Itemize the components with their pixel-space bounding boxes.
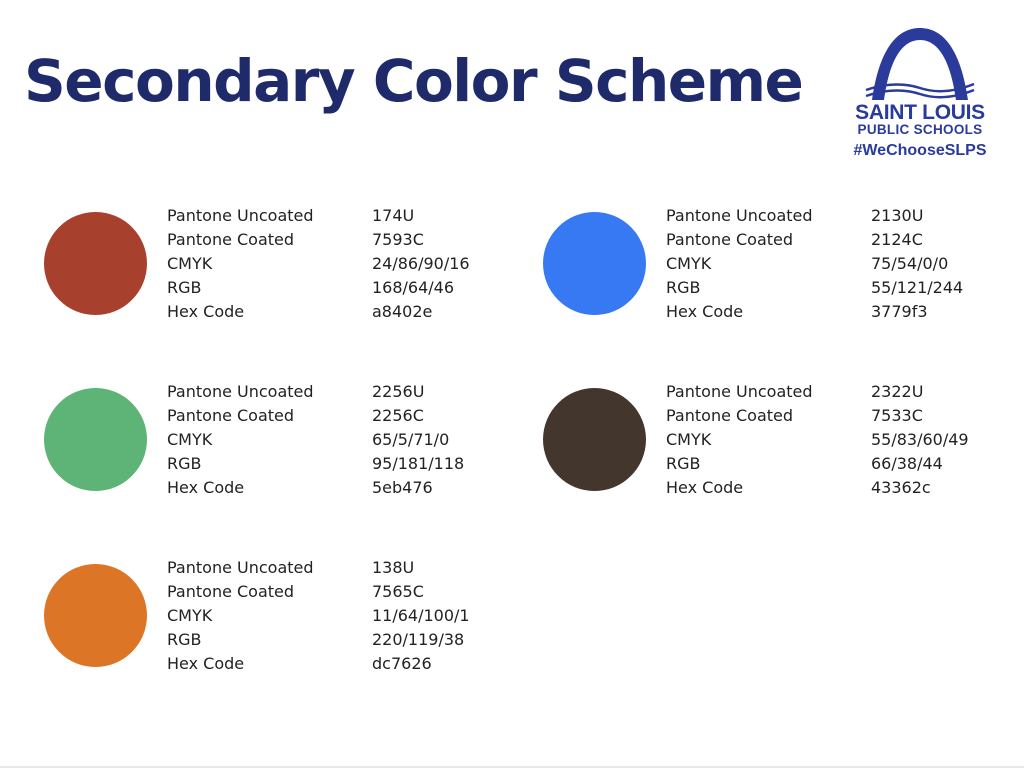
spec-row-coated <box>167 580 470 604</box>
spec-label: Pantone Uncoated <box>167 558 314 577</box>
spec-value: a8402e <box>372 302 433 321</box>
color-specs <box>167 204 470 324</box>
spec-value: 2322U <box>871 382 924 401</box>
spec-value: 2130U <box>871 206 924 225</box>
spec-value: 168/64/46 <box>372 278 455 297</box>
spec-row-cmyk <box>167 604 470 628</box>
spec-row-coated <box>167 228 470 252</box>
color-swatch-circle <box>44 564 147 667</box>
spec-row-hex <box>167 300 470 324</box>
spec-label: Pantone Coated <box>167 406 295 425</box>
spec-label: Pantone Uncoated <box>167 206 314 225</box>
swatch-block <box>44 206 504 332</box>
spec-label: RGB <box>167 454 202 473</box>
spec-row-hex <box>666 476 969 500</box>
spec-value: 174U <box>372 206 415 225</box>
spec-row-rgb <box>666 452 969 476</box>
spec-row-cmyk <box>666 428 969 452</box>
spec-value: 55/83/60/49 <box>871 430 969 449</box>
spec-row-coated <box>666 228 963 252</box>
spec-row-rgb <box>167 452 464 476</box>
spec-value: 7593C <box>372 230 424 249</box>
logo-name: SAINT LOUIS <box>855 101 985 124</box>
color-specs <box>666 380 969 500</box>
spec-value: dc7626 <box>372 654 432 673</box>
spec-row-hex <box>666 300 963 324</box>
spec-row-hex <box>167 476 464 500</box>
spec-value: 5eb476 <box>372 478 433 497</box>
spec-label: Hex Code <box>666 478 744 497</box>
spec-label: CMYK <box>666 430 712 449</box>
logo-hashtag: #WeChooseSLPS <box>853 142 987 159</box>
color-swatch-circle <box>543 212 646 315</box>
spec-label: RGB <box>666 454 701 473</box>
color-specs <box>167 380 464 500</box>
spec-row-cmyk <box>167 252 470 276</box>
logo-subname: PUBLIC SCHOOLS <box>857 122 983 137</box>
spec-label: RGB <box>167 278 202 297</box>
spec-value: 7533C <box>871 406 923 425</box>
spec-row-uncoated <box>167 204 470 228</box>
spec-row-cmyk <box>666 252 963 276</box>
spec-value: 2124C <box>871 230 923 249</box>
arch-icon <box>836 22 1004 104</box>
spec-label: CMYK <box>167 606 213 625</box>
spec-row-rgb <box>666 276 963 300</box>
spec-label: CMYK <box>167 254 213 273</box>
spec-row-uncoated <box>666 204 963 228</box>
spec-row-cmyk <box>167 428 464 452</box>
spec-row-coated <box>666 404 969 428</box>
swatch-block <box>543 206 1003 332</box>
color-swatch-circle <box>44 388 147 491</box>
spec-label: Hex Code <box>666 302 744 321</box>
spec-label: RGB <box>167 630 202 649</box>
swatch-block <box>44 382 504 508</box>
spec-value: 66/38/44 <box>871 454 943 473</box>
spec-value: 55/121/244 <box>871 278 964 297</box>
spec-value: 24/86/90/16 <box>372 254 470 273</box>
spec-row-uncoated <box>666 380 969 404</box>
spec-row-coated <box>167 404 464 428</box>
spec-label: Pantone Coated <box>167 230 295 249</box>
color-swatch-circle <box>44 212 147 315</box>
spec-label: RGB <box>666 278 701 297</box>
spec-label: Hex Code <box>167 654 245 673</box>
spec-value: 7565C <box>372 582 424 601</box>
swatch-block <box>543 382 1003 508</box>
slps-logo <box>836 22 1004 168</box>
color-specs <box>666 204 963 324</box>
spec-row-rgb <box>167 628 470 652</box>
spec-label: Pantone Uncoated <box>666 382 813 401</box>
spec-label: Pantone Coated <box>666 406 794 425</box>
spec-row-uncoated <box>167 556 470 580</box>
spec-label: Pantone Coated <box>167 582 295 601</box>
spec-value: 2256C <box>372 406 424 425</box>
spec-value: 220/119/38 <box>372 630 465 649</box>
spec-value: 75/54/0/0 <box>871 254 949 273</box>
spec-value: 3779f3 <box>871 302 928 321</box>
spec-label: CMYK <box>167 430 213 449</box>
spec-label: Pantone Uncoated <box>666 206 813 225</box>
spec-value: 138U <box>372 558 415 577</box>
spec-row-hex <box>167 652 470 676</box>
spec-label: Hex Code <box>167 302 245 321</box>
color-specs <box>167 556 470 676</box>
color-swatch-circle <box>543 388 646 491</box>
page-title: Secondary Color Scheme <box>24 47 803 115</box>
spec-label: Pantone Coated <box>666 230 794 249</box>
spec-value: 2256U <box>372 382 425 401</box>
swatch-block <box>44 558 504 684</box>
spec-value: 43362c <box>871 478 931 497</box>
spec-row-rgb <box>167 276 470 300</box>
spec-value: 11/64/100/1 <box>372 606 470 625</box>
spec-label: Hex Code <box>167 478 245 497</box>
spec-label: CMYK <box>666 254 712 273</box>
spec-label: Pantone Uncoated <box>167 382 314 401</box>
spec-value: 65/5/71/0 <box>372 430 450 449</box>
spec-row-uncoated <box>167 380 464 404</box>
spec-value: 95/181/118 <box>372 454 465 473</box>
